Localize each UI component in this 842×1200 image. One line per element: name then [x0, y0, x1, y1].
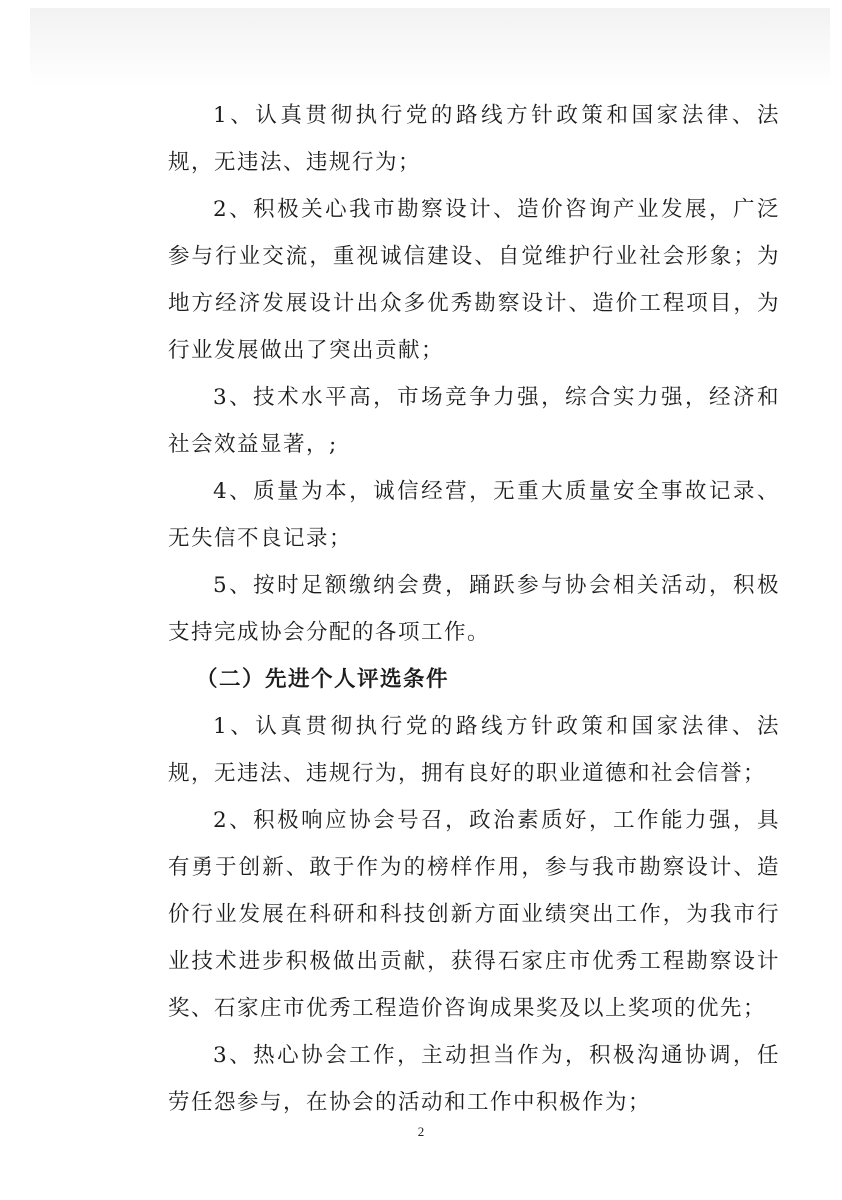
individual-criterion-1: 1、认真贯彻执行党的路线方针政策和国家法律、法规，无违法、违规行为，拥有良好的职业道德和社会信誉； — [168, 714, 780, 786]
page-number: 2 — [417, 1124, 425, 1139]
section-heading: （二）先进个人评选条件 — [196, 667, 450, 692]
org-criterion-5: 5、按时足额缴纳会费，踊跃参与协会相关活动，积极支持完成协会分配的各项工作。 — [168, 573, 780, 645]
org-criterion-3: 3、技术水平高，市场竞争力强，综合实力强，经济和社会效益显著，; — [168, 385, 780, 457]
org-criterion-2: 2、积极关心我市勘察设计、造价咨询产业发展，广泛参与行业交流，重视诚信建设、自觉维护行业社会形象；为地方经济发展设计出众多优秀勘察设计、造价工程项目，为行业发展做出了突出贡献； — [168, 197, 780, 363]
scan-shadow — [30, 8, 830, 88]
org-criterion-1: 1、认真贯彻执行党的路线方针政策和国家法律、法规，无违法、违规行为； — [168, 103, 780, 175]
org-criterion-4: 4、质量为本，诚信经营，无重大质量安全事故记录、无失信不良记录； — [168, 479, 780, 551]
document-body — [168, 92, 780, 1126]
individual-criterion-3: 3、热心协会工作，主动担当作为，积极沟通协调，任劳任怨参与，在协会的活动和工作中积极作为； — [168, 1043, 780, 1115]
individual-criterion-2: 2、积极响应协会号召，政治素质好，工作能力强，具有勇于创新、敢于作为的榜样作用，参与我市勘察设计、造价行业发展在科研和科技创新方面业绩突出工作，为我市行业技术进步积极做出贡献，获得石家庄市优秀工程勘察设计奖、石家庄市优秀工程造价咨询成果奖及以上奖项的优先； — [168, 808, 780, 1021]
